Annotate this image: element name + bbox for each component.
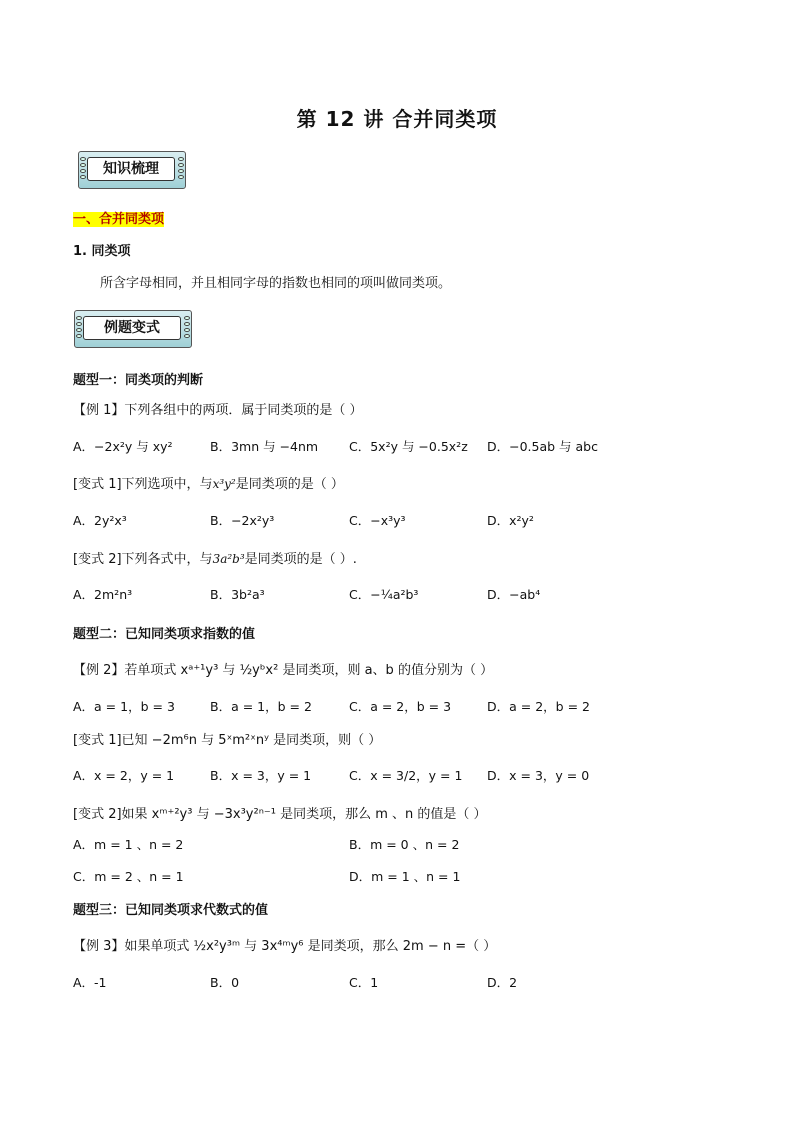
stem-pre: [变式 1]下列选项中，与 [73,477,213,492]
option-a: A．−2x²y 与 xy² [73,439,173,454]
option-a: A．-1 [73,975,107,990]
type-heading: 题型一：同类项的判断 [73,373,204,388]
section-badge-examples [74,310,192,348]
stem-pre: [变式 2]下列各式中，与 [73,552,213,567]
highlight-heading: 一、合并同类项 [73,212,165,227]
question-stem: [变式 1]已知 −2m⁶n 与 5ˣm²ˣnʸ 是同类项，则（ ） [73,733,382,748]
option-b: B．x = 3，y = 1 [210,768,312,783]
option-a: A．x = 2，y = 1 [73,768,175,783]
stem-post: 是同类项的是（ ）. [244,552,357,567]
option-d: D．m = 1 、n = 1 [349,869,461,884]
option-c: C．1 [349,975,379,990]
option-c: C．a = 2，b = 3 [349,699,452,714]
option-d: D．−ab⁴ [487,587,541,602]
option-d: D．−0.5ab 与 abc [487,439,598,454]
option-a: A．m = 1 、n = 2 [73,837,184,852]
badge-label: 知识梳理 [87,157,175,181]
badge-label: 例题变式 [83,316,181,340]
question-stem [73,473,344,492]
option-c: C．−x³y³ [349,513,406,528]
option-b: B．0 [210,975,240,990]
question-stem: 【例 3】如果单项式 ½x²y³ᵐ 与 3x⁴ᵐy⁶ 是同类项，那么 2m − n =（ ） [73,939,497,954]
stem-post: 是同类项的是（ ） [235,477,344,492]
option-c: C．−¼a²b³ [349,587,419,602]
question-stem [73,548,357,567]
option-a: A．2m²n³ [73,587,133,602]
stem-math: x³y² [212,477,236,491]
section-heading [73,208,164,227]
option-c: C．x = 3/2，y = 1 [349,768,463,783]
option-d: D．2 [487,975,518,990]
definition-text: 所含字母相同，并且相同字母的指数也相同的项叫做同类项。 [100,276,452,291]
question-stem: [变式 2]如果 xᵐ⁺²y³ 与 −3x³y²ⁿ⁻¹ 是同类项，那么 m 、n 的值是（ ） [73,807,487,822]
option-d: D．a = 2，b = 2 [487,699,590,714]
stem-math: 3a²b³ [212,552,245,566]
option-b: B．−2x²y³ [210,513,275,528]
page-title: 第 12 讲 合并同类项 [296,107,498,131]
option-b: B．3mn 与 −4nm [210,439,319,454]
option-b: B．3b²a³ [210,587,265,602]
type-heading: 题型三：已知同类项求代数式的值 [73,903,269,918]
question-stem: 【例 1】下列各组中的两项．属于同类项的是（ ） [73,403,363,418]
option-b: B．m = 0 、n = 2 [349,837,460,852]
option-d: D．x = 3，y = 0 [487,768,590,783]
question-stem: 【例 2】若单项式 xᵃ⁺¹y³ 与 ½yᵇx² 是同类项，则 a、b 的值分别为（ ） [73,663,494,678]
option-b: B．a = 1，b = 2 [210,699,312,714]
section-badge-knowledge [78,151,186,189]
subsection-heading: 1. 同类项 [73,244,131,259]
option-a: A．a = 1，b = 3 [73,699,175,714]
type-heading: 题型二：已知同类项求指数的值 [73,627,256,642]
option-d: D．x²y² [487,513,534,528]
option-c: C．5x²y 与 −0.5x²z [349,439,468,454]
option-a: A．2y²x³ [73,513,127,528]
option-c: C．m = 2 、n = 1 [73,869,184,884]
